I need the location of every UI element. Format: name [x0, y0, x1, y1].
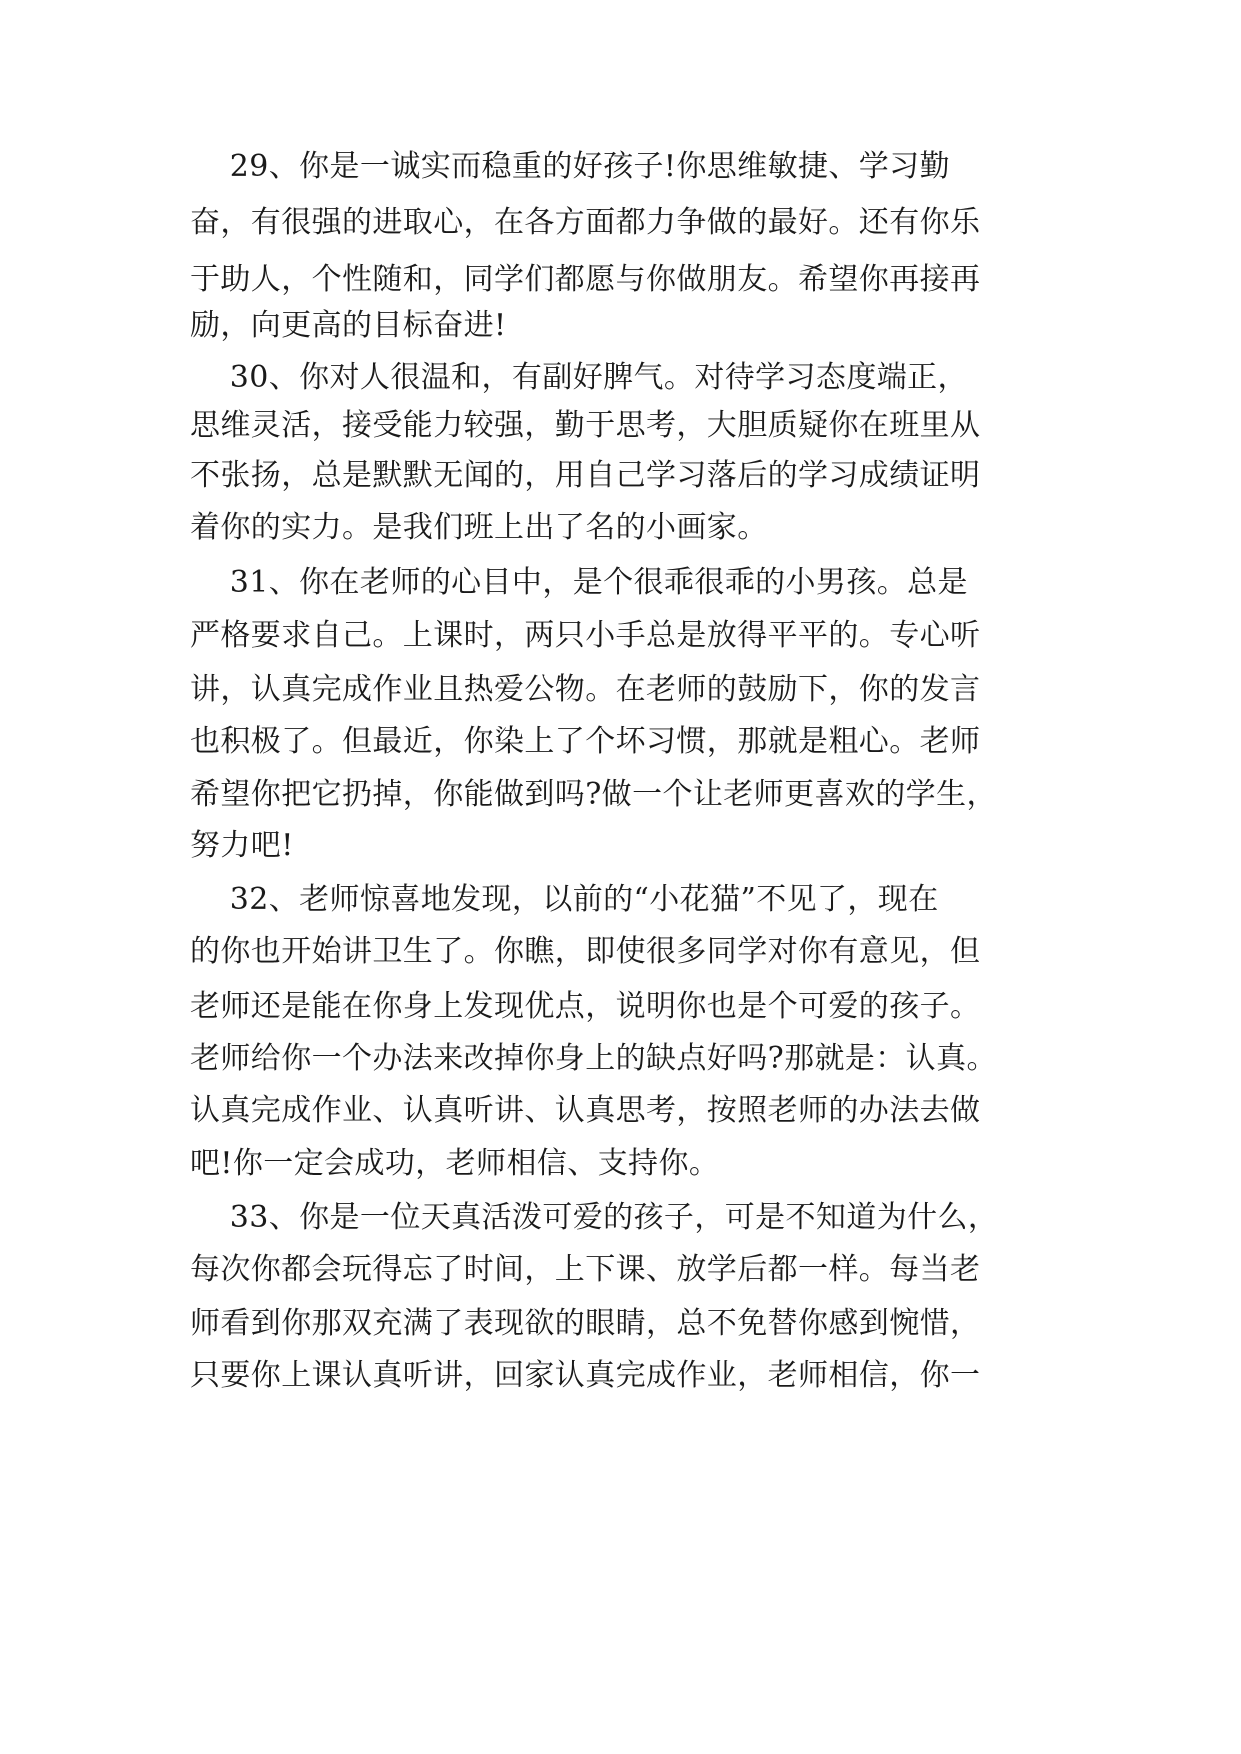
text-line: 每次你都会玩得忘了时间，上下课、放学后都一样。每当老 — [190, 1252, 981, 1287]
text-line: 30、你对人很温和，有副好脾气。对待学习态度端正， — [190, 360, 968, 395]
text-line: 不张扬，总是默默无闻的，用自己学习落后的学习成绩证明 — [190, 458, 981, 493]
text-line: 31、你在老师的心目中，是个很乖很乖的小男孩。总是 — [190, 565, 968, 600]
text-line: 吧!你一定会成功，老师相信、支持你。 — [190, 1146, 720, 1181]
text-line: 29、你是一诚实而稳重的好孩子!你思维敏捷、学习勤 — [190, 149, 950, 184]
text-line: 老师给你一个办法来改掉你身上的缺点好吗?那就是：认真。 — [190, 1041, 997, 1076]
text-line: 认真完成作业、认真听讲、认真思考，按照老师的办法去做 — [190, 1093, 981, 1128]
text-line: 思维灵活，接受能力较强，勤于思考，大胆质疑你在班里从 — [190, 408, 981, 443]
text-line: 奋，有很强的进取心，在各方面都力争做的最好。还有你乐 — [190, 205, 981, 240]
text-line: 着你的实力。是我们班上出了名的小画家。 — [190, 510, 768, 545]
text-line: 32、老师惊喜地发现，以前的“小花猫”不见了，现在 — [190, 882, 939, 917]
text-line: 讲，认真完成作业且热爱公物。在老师的鼓励下，你的发言 — [190, 672, 981, 707]
text-line: 于助人，个性随和，同学们都愿与你做朋友。希望你再接再 — [190, 262, 981, 297]
text-line: 努力吧! — [190, 828, 294, 863]
text-line: 33、你是一位天真活泼可爱的孩子，可是不知道为什么， — [190, 1200, 999, 1235]
text-line: 励，向更高的目标奋进! — [190, 308, 507, 343]
text-line: 只要你上课认真听讲，回家认真完成作业，老师相信，你一 — [190, 1358, 981, 1393]
text-line: 老师还是能在你身上发现优点，说明你也是个可爱的孩子。 — [190, 989, 981, 1024]
text-line: 希望你把它扔掉，你能做到吗?做一个让老师更喜欢的学生， — [190, 777, 997, 812]
text-line: 也积极了。但最近，你染上了个坏习惯，那就是粗心。老师 — [190, 724, 981, 759]
text-line: 严格要求自己。上课时，两只小手总是放得平平的。专心听 — [190, 618, 981, 653]
text-line: 师看到你那双充满了表现欲的眼睛，总不免替你感到惋惜， — [190, 1306, 981, 1341]
text-line: 的你也开始讲卫生了。你瞧，即使很多同学对你有意见，但 — [190, 934, 981, 969]
